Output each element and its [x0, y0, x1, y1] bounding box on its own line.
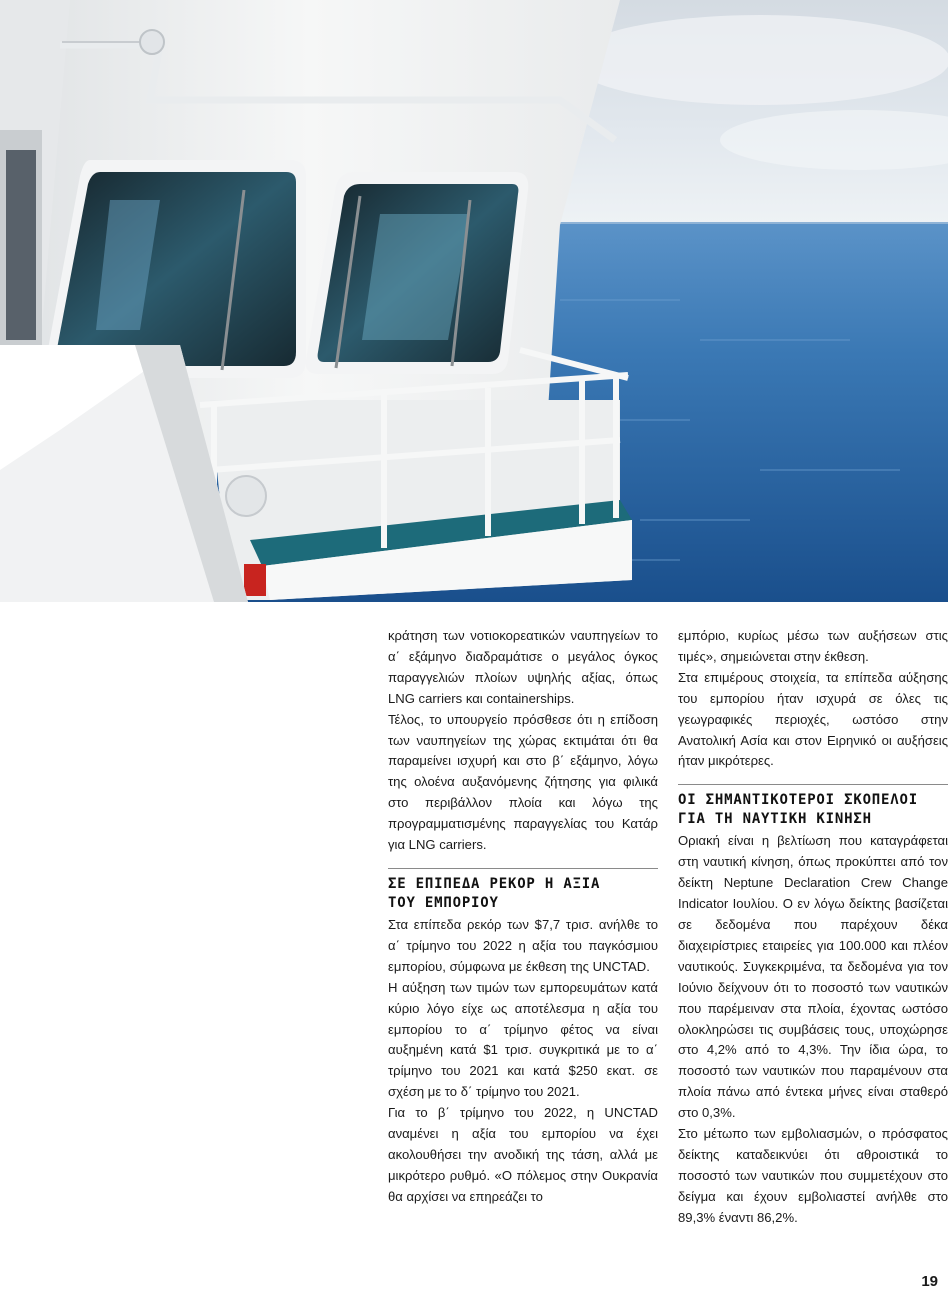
page-number: 19 [921, 1273, 938, 1290]
paragraph: κράτηση των νοτιοκορεατικών ναυπηγείων το α΄ εξάμηνο διαδραμάτισε ο μεγάλος όγκος παραγγελιών πλοίων υψηλής αξίας, όπως LNG carriers και containerships. [388, 628, 658, 706]
paragraph: Στα επίπεδα ρεκόρ των $7,7 τρισ. ανήλθε το α΄ τρίμηνο του 2022 η αξία του παγκόσμιου εμπορίου, σύμφωνα με έκθεση της UNCTAD. [388, 916, 658, 974]
paragraph: εμπόριο, κυρίως μέσω των αυξήσεων στις τιμές», σημειώνεται στην έκθεση. [678, 628, 948, 664]
section-divider [388, 868, 658, 869]
paragraph: Στο μέτωπο των εμβολιασμών, ο πρόσφατος δείκτης καταδεικνύει ότι αθροιστικά το ποσοστό των ναυτικών που συμμετέχουν στο δείγμα και έχουν εμβολιαστεί ανήλθε στο 89,3% έναντι 86,2%. [678, 1126, 948, 1225]
heading-line: ΓΙΑ ΤΗ ΝΑΥΤΙΚΗ ΚΙΝΗΣΗ [678, 811, 872, 828]
paragraph: Για το β΄ τρίμηνο του 2022, η UNCTAD αναμένει η αξία του εμπορίου να έχει ακολουθήσει την ανοδική της τάση, αλλά με μικρότερο ρυθμό. «Ο πόλεμος στην Ουκρανία θα αρχίσει να επηρεάζει το [388, 1105, 658, 1204]
paragraph: Η αύξηση των τιμών των εμπορευμάτων κατά κύριο λόγο είχε ως αποτέλεσμα η αξία του εμπορίου το α΄ τρίμηνο φέτος να είναι αυξημένη κατά $1 τρισ. συγκριτικά με το α΄ τρίμηνο του 2021 και κατά $250 εκατ. σε σχέση με το δ΄ τρίμηνο του 2021. [388, 979, 658, 1100]
paragraph: Στα επιμέρους στοιχεία, τα επίπεδα αύξησης του εμπορίου ήταν ισχυρά σε όλες τις γεωγραφικές περιοχές, ωστόσο στην Ανατολική Ασία και στον Ειρηνικό οι αυξήσεις ήταν μικρότερες. [678, 669, 948, 769]
section-heading-trade-value [388, 875, 658, 913]
ship-bridge-photo [0, 0, 948, 602]
heading-line: ΟΙ ΣΗΜΑΝΤΙΚΟΤΕΡΟΙ ΣΚΟΠΕΛΟΙ [678, 792, 918, 809]
paragraph: Οριακή είναι η βελτίωση που καταγράφεται στη ναυτική κίνηση, όπως προκύπτει από τον δείκτη Neptune Declaration Crew Change Indicator Ιουλίου. Ο εν λόγω δείκτης βασίζεται σε δεδομένα που παρέχουν δέκα διαχειρίστριες εταιρείες για 100.000 και πλέον ναυτικούς. Συγκεκριμένα, τα δεδομένα για τον Ιούνιο δείχνουν ότι το ποσοστό των ναυτικών που παρέμειναν στα πλοία, έχοντας ωστόσο ολοκληρώσει τις συμβάσεις τους, υποχώρησε στο 4,2% από το 4,3%. Την ίδια ώρα, το ποσοστό των ναυτικών που παραμένουν στα πλοία πάνω από έντεκα μήνες είναι σταθερό στο 0,3%. [678, 833, 948, 1121]
right-text-column [678, 626, 948, 1229]
section-heading-crew-change [678, 791, 948, 829]
section-divider [678, 784, 948, 785]
left-text-column [388, 626, 658, 1208]
heading-line: ΣΕ ΕΠΙΠΕΔΑ ΡΕΚΟΡ Η ΑΞΙΑ [388, 875, 601, 892]
heading-line: ΤΟΥ ΕΜΠΟΡΙΟΥ [388, 894, 499, 911]
paragraph: Τέλος, το υπουργείο πρόσθεσε ότι η επίδοση των ναυπηγείων της χώρας εκτιμάται ότι θα παραμείνει ισχυρή και στο β΄ εξάμηνο, λόγω της ολοένα αυξανόμενης ζήτησης για φιλικά στο περιβάλλον πλοία και λόγω της προγραμματισμένης παραγγελίας του Κατάρ για LNG carriers. [388, 711, 658, 853]
